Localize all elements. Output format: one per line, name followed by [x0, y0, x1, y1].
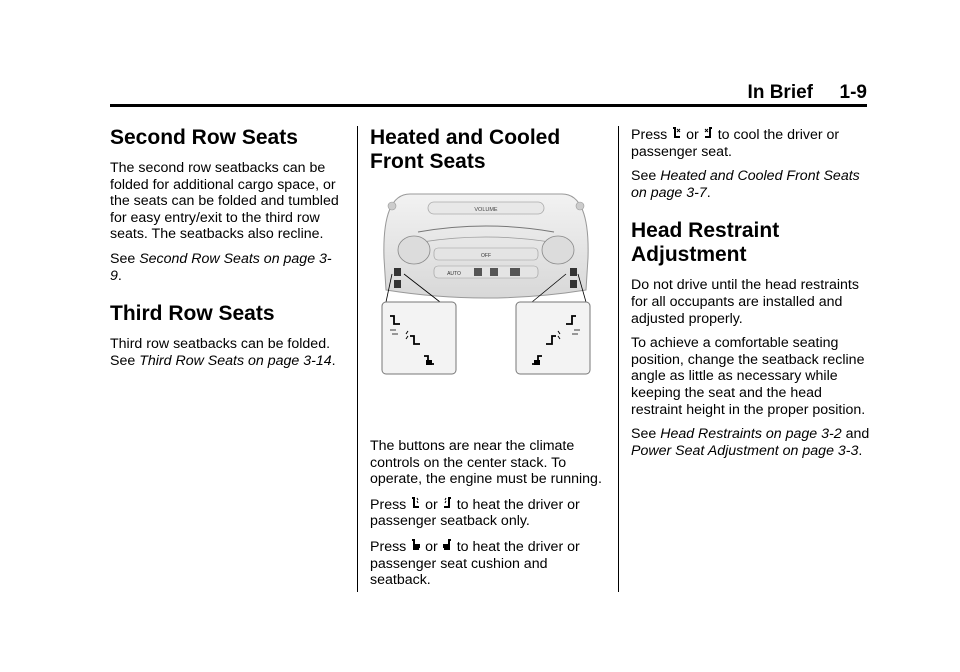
column-1	[110, 126, 342, 377]
column-divider	[357, 126, 358, 592]
paragraph-cooled-seat: Press or to cool the driver or passenger seat.	[631, 127, 840, 160]
cross-reference-link[interactable]: Second Row Seats on page 3-9	[110, 250, 332, 284]
knob-button	[576, 202, 584, 210]
driver-seat-buttons-zoom	[382, 302, 456, 374]
section-title: In Brief	[747, 82, 813, 103]
paragraph-heated-cushion: Press or to heat the driver or passenger seat cushion and seatback.	[370, 538, 580, 589]
paragraph: The second row seatbacks can be folded for additional cargo space, or the seats can be folded and tumbled for easy entry/exit to the third row seats. The seatbacks also recline.	[110, 160, 339, 243]
driver-temp-dial	[398, 236, 430, 264]
see-text: See	[110, 352, 136, 369]
heated-seat-cushion-icon	[442, 538, 453, 554]
paragraph: Do not drive until the head restraints for all occupants are installed and adjusted properly.	[631, 277, 859, 327]
volume-label: VOLUME	[474, 207, 498, 213]
page-header	[110, 82, 867, 104]
column-2	[370, 126, 602, 597]
passenger-temp-dial	[542, 236, 574, 264]
cooled-seat-icon	[671, 126, 682, 142]
heading-heated-cooled-seats: Heated and Cooled Front Seats	[370, 126, 561, 173]
paragraph: To achieve a comfortable seating position, change the seatback recline angle as little as necessary while keeping the seat and the head restraint height in the proper position.	[631, 335, 866, 418]
cross-reference-link[interactable]: Power Seat Adjustment on page 3-3	[631, 442, 859, 459]
paragraph: Third row seatbacks can be folded. See Third Row Seats on page 3-14.	[110, 336, 336, 369]
paragraph-heated-seatback: Press or to heat the driver or passenger seatback only.	[370, 496, 580, 530]
cross-reference-link[interactable]: Heated and Cooled Front Seats on page 3-7	[631, 168, 860, 201]
power-button	[388, 202, 396, 210]
heated-seatback-icon	[410, 496, 421, 512]
cross-reference-link[interactable]: Third Row Seats on page 3-14	[139, 352, 332, 369]
header-rule	[110, 104, 867, 107]
cooled-seat-icon	[703, 126, 714, 142]
cross-reference-link[interactable]: Head Restraints on page 3-2	[660, 426, 842, 443]
heated-seatback-icon	[442, 496, 453, 512]
column-divider	[618, 126, 619, 592]
climate-panel-illustration	[370, 184, 602, 424]
heading-head-restraint: Head Restraint Adjustment	[631, 219, 780, 267]
see-reference: See Second Row Seats on page 3-9.	[110, 250, 332, 284]
see-reference: See Head Restraints on page 3-2 and Power Seat Adjustment on page 3-3.	[631, 426, 870, 459]
off-label: OFF	[481, 253, 491, 259]
heading-third-row-seats: Third Row Seats	[110, 302, 275, 326]
climate-control-panel-figure	[370, 184, 602, 424]
heated-seat-cushion-icon	[410, 538, 421, 554]
see-text: See	[110, 250, 136, 267]
heading-second-row-seats: Second Row Seats	[110, 126, 298, 149]
paragraph: The buttons are near the climate controls on the center stack. To operate, the engine must be running.	[370, 438, 602, 488]
page-number: 1-9	[839, 82, 867, 103]
passenger-seat-buttons-zoom	[516, 302, 590, 374]
see-reference: See Heated and Cooled Front Seats on page 3-7.	[631, 168, 860, 201]
auto-label: AUTO	[447, 271, 461, 277]
column-3	[631, 126, 871, 467]
